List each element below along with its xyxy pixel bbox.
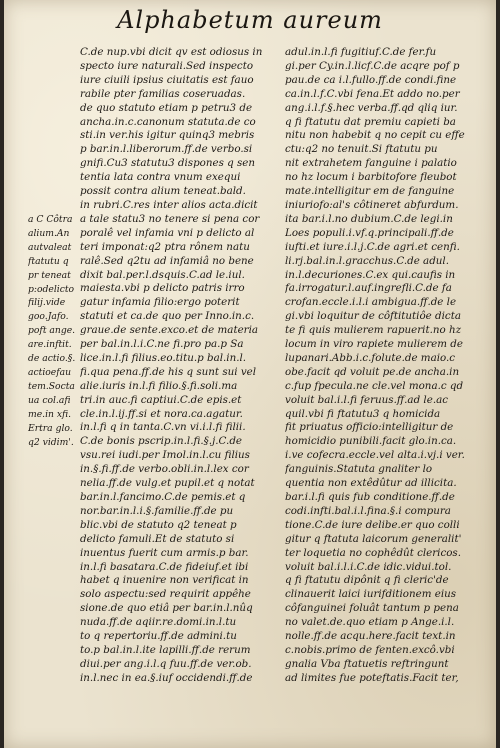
text-line: te fi quis mulierem rapuerit.no hz [285, 324, 462, 337]
text-line: li.rj.bal.in.l.gracchus.C.de adul. [285, 254, 449, 267]
marginal-note-line: filij.vide [28, 297, 66, 309]
text-line: blic.vbi de statuto q2 teneat p [80, 518, 237, 531]
text-line: in.l.fi basatara.C.de fideiuf.et ibi [80, 560, 249, 573]
text-line: tione.C.de iure delibe.er quo colli [285, 518, 460, 531]
text-line: vsu.rei iudi.per Imol.in.l.cu filius [80, 449, 250, 462]
text-line: iniuriofo:al's côtineret abfurdum. [285, 198, 459, 211]
text-line: Loes populi.i.vf.q.principali.ff.de [285, 226, 454, 239]
text-line: côfanguinei foluât tantum p pena [285, 602, 459, 615]
text-line: gnifi.Cu3 statutu3 dispones q sen [80, 157, 256, 170]
text-line: nor.bar.in.l.i.§.familie.ff.de pu [80, 504, 234, 517]
text-line: voluit bal.i.l.fi feruus.ff.ad le.ac [285, 393, 449, 406]
text-line: dixit bal.per.l.dsquis.C.ad le.iul. [80, 268, 245, 281]
text-line: mate.intelligitur em de fanguine [285, 185, 455, 198]
text-line: de quo statuto etiam p petru3 de [80, 101, 253, 114]
text-line: fa.irrogatur.l.auf.ingrefli.C.de fa [285, 282, 452, 295]
running-head: Alphabetum aureum [117, 6, 383, 34]
text-line: ca.in.l.f.C.vbi fena.Et addo no.per [285, 87, 460, 100]
text-line: in rubri.C.res inter alios acta.dicit [80, 198, 258, 211]
text-line: iufti.et iure.i.l.j.C.de agri.et cenfi. [285, 240, 460, 253]
marginal-note-line: q2 vidim'. [28, 436, 74, 448]
marginal-note-line: poft ange. [28, 325, 76, 337]
right-text-column [285, 46, 481, 686]
text-line: voluit bal.i.l.i.C.de idic.vidui.tol. [285, 560, 452, 573]
text-line: delicto famuli.Et de statuto si [80, 532, 235, 545]
text-line: teri imponat:q2 ptra rônem natu [80, 240, 250, 253]
text-line: quentia non extêdûtur ad illicita. [285, 477, 457, 490]
marginal-note-line: ua col.afi [28, 394, 71, 406]
text-line: ralê.Sed q2tu ad infamiâ no bene [80, 254, 254, 267]
text-line: solo aspectu:sed requirit appêhe [80, 588, 251, 601]
text-line: fanguinis.Statuta gnaliter lo [285, 463, 433, 476]
marginal-note-line: are.inftit. [28, 339, 72, 351]
text-line: C.de nup.vbi dicit qv est odiosus in [80, 46, 263, 58]
text-line: ctu:q2 no tenuit.Si ftatutu pu [285, 143, 438, 156]
text-line: nolle.ff.de acqu.here.facit text.in [285, 630, 456, 643]
text-line: in.l.nec in ea.§.iuf occidendi.ff.de [80, 671, 253, 684]
text-line: gnalia Vba ftatuetis reftringunt [285, 657, 449, 670]
text-line: gitur q ftatuta laicorum generalit' [285, 532, 462, 545]
text-line: C.de bonis pscrip.in.l.fi.§.j.C.de [80, 435, 242, 448]
text-line: quil.vbi fi ftatutu3 q homicida [285, 407, 441, 420]
text-line: iure ciuili ipsius ciuitatis est fauo [80, 73, 254, 86]
text-line: diui.per ang.i.l.q fuu.ff.de ver.ob. [80, 657, 252, 670]
text-line: in.§.fi.ff.de verbo.obli.in.l.lex cor [80, 463, 249, 476]
text-line: tri.in auc.fi captiui.C.de epis.et [80, 393, 242, 406]
text-line: in.l.fi q in tanta.C.vn vi.i.l.fi filii. [80, 421, 246, 434]
text-line: fit priuatus officio:intelligitur de [285, 421, 454, 434]
text-line: poralê vel infamia vni p delicto al [80, 226, 255, 239]
text-line: alie.iuris in.l.fi filio.§.fi.soli.ma [80, 379, 238, 392]
text-line: i.ve cofecra.eccle.vel alta.i.vj.i ver. [285, 449, 465, 462]
text-line: gatur infamia filio:ergo poterit [80, 296, 240, 309]
text-line: homicidio punibili.facit glo.in.ca. [285, 435, 457, 448]
marginal-note-line: ftatutu q [28, 255, 69, 267]
marginal-note-line: actioefau [28, 366, 72, 378]
text-line: bar.i.l.fi quis fub conditione.ff.de [285, 491, 455, 503]
text-line: nelia.ff.de vulg.et pupil.et q notat [80, 477, 255, 490]
text-line: cle.in.l.ij.ff.si et nora.ca.agatur. [80, 407, 243, 420]
text-line: statuti et ca.de quo per Inno.in.c. [80, 310, 255, 323]
text-line: q fi ftatutu dat premiu capieti ba [285, 115, 456, 128]
text-line: sione.de quo etiâ per bar.in.l.nûq [80, 602, 253, 615]
text-line: pau.de ca i.l.fullo.ff.de condi.fine [285, 73, 457, 86]
text-line: ita bar.i.l.no dubium.C.de legi.in [285, 212, 453, 225]
marginal-note-line: tem.Socta [28, 380, 75, 392]
marginal-notes [28, 213, 84, 449]
text-line: to q repertoriu.ff.de admini.tu [80, 630, 237, 643]
text-line: lice.in.l.fi filius.eo.titu.p bal.in.l. [80, 351, 247, 364]
text-line: specto iure naturali.Sed inspecto [80, 59, 254, 72]
text-line: inuentus fuerit cum armis.p bar. [80, 546, 249, 559]
text-line: habet q inuenire non verificat in [80, 574, 249, 587]
left-text-column [80, 46, 276, 686]
text-line: bar.in.l.fancimo.C.de pemis.et q [80, 491, 246, 503]
text-line: maiesta.vbi p delicto patris irro [80, 282, 245, 295]
marginal-note-line: de actio.§. [28, 353, 76, 365]
text-line: lupanari.Abb.i.c.folute.de maio.c [285, 351, 456, 364]
marginal-note-line: a C Côtra [28, 214, 73, 225]
text-line: a tale statu3 no tenere si pena cor [80, 212, 260, 225]
text-line: sti.in ver.his igitur quinq3 mebris [80, 129, 255, 142]
marginal-note-line: p:odelicto [28, 283, 75, 295]
text-line: nuda.ff.de aqiir.re.domi.in.l.tu [80, 616, 237, 629]
text-line: obe.facit qd voluit pe.de ancha.in [285, 365, 460, 378]
text-line: tentia lata contra vnum exequi [80, 171, 241, 184]
text-line: codi.infti.bal.i.l.fina.§.i compura [285, 504, 451, 517]
text-line: ang.i.l.f.§.hec verba.ff.qd qliq iur. [285, 101, 458, 114]
marginal-note-line: goo.Jafo. [28, 311, 69, 323]
text-line: c.nobis.primo de fenten.excô.vbi [285, 643, 455, 656]
text-line: ancha.in.c.canonum statuta.de co [80, 115, 256, 128]
text-line: p bar.in.l.liberorum.ff.de verbo.si [80, 143, 253, 156]
text-line: no hz locum i barbitofore fleubot [285, 171, 457, 184]
text-line: ad limites fue poteftatis.Facit ter, [285, 671, 459, 684]
text-line: per bal.in.l.i.C.ne fi.pro pa.p Sa [80, 338, 244, 351]
marginal-note-line: autvaleat [28, 241, 72, 253]
text-line: in.l.decuriones.C.ex qui.caufis in [285, 268, 456, 281]
marginal-note-line: Ertra glo. [28, 422, 73, 434]
text-line: q fi ftatutu dipônit q fi cleric'de [285, 574, 449, 587]
manuscript-page [4, 0, 496, 748]
text-line: clinauerit laici iurifditionem eius [285, 588, 457, 601]
marginal-note-line: me.in xfi. [28, 408, 72, 420]
text-line: gi.per Cy.in.l.licf.C.de acqre pof p [285, 59, 460, 72]
marginal-note-line: alium.An [28, 227, 70, 239]
text-line: locum in viro rapiete mulierem de [285, 338, 463, 351]
text-line: graue.de sente.exco.et de materia [80, 324, 259, 337]
text-line: no valet.de.quo etiam p Ange.i.l. [285, 616, 455, 629]
text-line: rabile pter familias coseruadas. [80, 87, 246, 100]
text-line: nitu non habebit q no cepit cu effe [285, 129, 465, 142]
text-line: to.p bal.in.l.ite lapilli.ff.de rerum [80, 643, 251, 656]
text-line: nit extrahetem fanguine i palatio [285, 157, 457, 170]
text-line: adul.in.l.fi fugitiuf.C.de fer.fu [285, 46, 437, 58]
text-line: ter loquetia no cophêdût clericos. [285, 546, 461, 559]
marginal-note-line: pr teneat [28, 269, 71, 281]
text-line: fi.qua pena.ff.de his q sunt sui vel [80, 365, 257, 378]
text-line: c.fup fpecula.ne cle.vel mona.c qd [285, 379, 464, 392]
text-line: gi.vbi loquitur de côftitutiôe dicta [285, 310, 461, 323]
text-line: crofan.eccle.i.l.i ambigua.ff.de le [285, 296, 457, 309]
text-line: possit contra alium teneat.bald. [80, 185, 246, 198]
